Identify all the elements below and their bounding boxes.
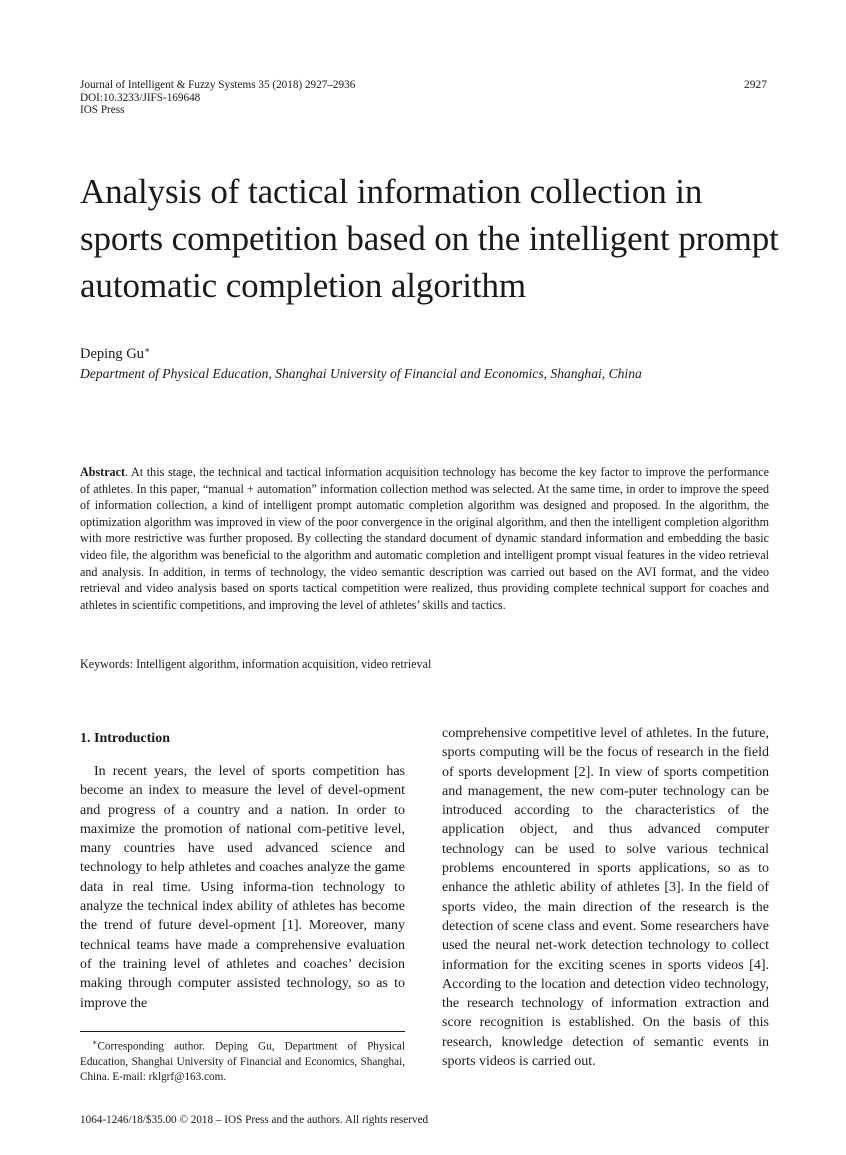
keywords: Keywords: Intelligent algorithm, information acquisition, video retrieval — [80, 657, 432, 671]
abstract-text: . At this stage, the technical and tactical information acquisition technology has become the key factor to improve the performance of athletes. In this paper, “manual + automation” information collection method was selected. At the same time, in order to improve the speed of information collection, a kind of intelligent prompt automatic completion algorithm was designed and proposed. In the algorithm, the optimization algorithm was improved in view of the poor convergence in the original algorithm, and then the intelligent completion algorithm with more restrictive was further proposed. By collecting the standard document of dynamic standard information and embedding the basic video file, the algorithm was beneficial to the algorithm and automatic completion and intelligent prompt visual features in the video retrieval and analysis. In addition, in terms of technology, the video semantic description was carried out based on the AVI format, and the video retrieval and video analysis based on sports tactical competition were realized, thus providing complete technical support for coaches and athletes in scientific competitions, and improving the level of athletes’ skills and tactics. — [80, 465, 769, 612]
footnote — [80, 1035, 405, 1085]
journal-header — [80, 79, 355, 117]
paper-title: Analysis of tactical information collection in sports competition based on the intelligent prompt automatic completion algorithm — [80, 172, 779, 305]
doi: DOI:10.3233/JIFS-169648 — [80, 91, 201, 104]
section-heading: 1. Introduction — [80, 731, 170, 746]
right-column — [442, 724, 769, 1071]
publisher: IOS Press — [80, 104, 125, 117]
footnote-text: Corresponding author. Deping Gu, Department of Physical Education, Shanghai University of Financial and Economics, Shanghai, China. E-mail: rklgrf@163.com. — [80, 1040, 405, 1084]
left-column — [80, 730, 405, 1013]
footnote-divider — [80, 1031, 405, 1032]
abstract-label: Abstract — [80, 465, 126, 479]
author-footnote-mark: ∗ — [144, 345, 151, 355]
author-name: Deping Gu — [80, 346, 145, 362]
journal-citation: Journal of Intelligent & Fuzzy Systems 35 (2018) 2927–2936 — [80, 79, 356, 91]
abstract — [80, 464, 769, 613]
affiliation: Department of Physical Education, Shanghai University of Financial and Economics, Shanghai, China — [80, 366, 642, 381]
copyright-line: 1064-1246/18/$35.00 © 2018 – IOS Press and the authors. All rights reserved — [80, 1114, 429, 1126]
intro-paragraph-right: comprehensive competitive level of athletes. In the future, sports computing will be the focus of research in the field of sports development [2]. In view of sports competition and management, the new com-puter technology can be introduced according to the characteristics of the application object, and thus advanced computer technology can be used to solve various technical problems encountered in sports applications, so as to enhance the athletic ability of athletes [3]. In the field of sports video, the main direction of the research is the detection of scene class and event. Some researchers have used the neural net-work detection technology to collect information for the exciting scenes in sports videos [4]. According to the location and detection video technology, the research technology of information extraction and score recognition is established. On the basis of this research, knowledge detection of semantic events in sports videos is carried out. — [442, 726, 769, 1070]
footnote-mark: ∗ — [92, 1038, 98, 1047]
author-line — [80, 346, 150, 363]
intro-paragraph-left: In recent years, the level of sports competition has become an index to measure the level of devel-opment and progress of a country and a nation. In order to maximize the promotion of national com-petitive level, many countries have used advanced science and technology to help athletes and coaches analyze the game data in real time. Using informa-tion technology to analyze the technical index ability of athletes has become the trend of future devel-opment [1]. Moreover, many technical teams have made a comprehensive evaluation of the training level of athletes and coaches’ decision making through computer assisted technology, so as to improve the — [80, 764, 405, 1011]
page-number: 2927 — [744, 79, 767, 91]
